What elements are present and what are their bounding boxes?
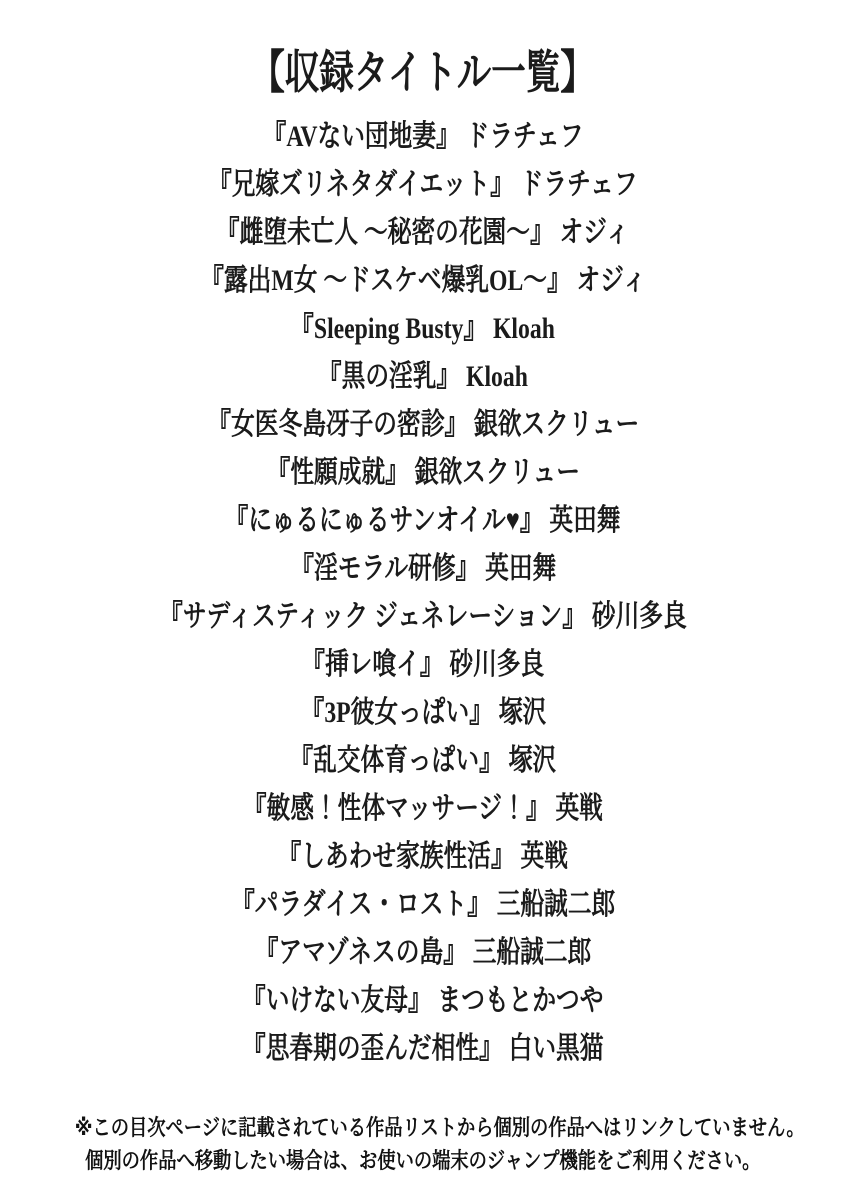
toc-item <box>0 497 846 545</box>
footer-note-text-1: ※この目次ページに記載されている作品リストから個別の作品へはリンクしていません。 <box>74 1115 805 1140</box>
toc-item-text: 『3P彼女っぱい』 塚沢 <box>300 696 546 729</box>
page-title <box>0 0 846 96</box>
toc-item-text: 『挿レ喰イ』 砂川多良 <box>301 648 545 681</box>
toc-item-text: 『アマゾネスの島』 三船誠二郎 <box>254 936 592 969</box>
toc-item <box>0 593 846 641</box>
toc-item <box>0 737 846 785</box>
toc-item <box>0 881 846 929</box>
toc-item-text: 『黒の淫乳』 Kloah <box>317 360 529 393</box>
toc-item <box>0 833 846 881</box>
toc-item-text: 『淫モラル研修』 英田舞 <box>290 552 556 585</box>
footer-note-line-1 <box>0 1111 846 1144</box>
toc-item <box>0 785 846 833</box>
toc-list <box>0 113 846 1073</box>
toc-item-text: 『性願成就』 銀欲スクリュー <box>266 456 580 489</box>
toc-item <box>0 449 846 497</box>
toc-item-text: 『いけない友母』 まつもとかつや <box>242 984 604 1017</box>
toc-item-text: 『サディスティック ジェネレーション』 砂川多良 <box>159 600 687 633</box>
toc-item <box>0 401 846 449</box>
footer-note-text-2: 個別の作品へ移動したい場合は、お使いの端末のジャンプ機能をご利用ください。 <box>85 1148 761 1173</box>
toc-item-text: 『Sleeping Busty』 Kloah <box>290 312 556 345</box>
toc-item-text: 『思春期の歪んだ相性』 白い黒猫 <box>242 1032 604 1065</box>
toc-item-text: 『にゅるにゅるサンオイル♥』 英田舞 <box>225 504 621 537</box>
toc-item <box>0 209 846 257</box>
toc-item-text: 『女医冬島冴子の密診』 銀欲スクリュー <box>207 408 639 441</box>
toc-item-text: 『雌堕未亡人 ～秘密の花園～』 オジィ <box>216 216 630 249</box>
toc-item <box>0 353 846 401</box>
footer-note <box>0 1111 846 1177</box>
toc-item <box>0 545 846 593</box>
toc-item-text: 『パラダイス・ロスト』 三船誠二郎 <box>230 888 616 921</box>
page-title-text: 【収録タイトル一覧】 <box>250 47 596 98</box>
toc-item <box>0 113 846 161</box>
toc-item <box>0 641 846 689</box>
toc-item <box>0 977 846 1025</box>
toc-item-text: 『露出M女 ～ドスケベ爆乳OL～』 オジィ <box>199 264 647 297</box>
toc-item <box>0 1025 846 1073</box>
toc-item <box>0 929 846 977</box>
toc-item-text: 『乱交体育っぱい』 塚沢 <box>289 744 557 777</box>
toc-item-text: 『AVない団地妻』 ドラチェフ <box>262 120 584 153</box>
toc-item-text: 『しあわせ家族性活』 英戦 <box>277 840 569 873</box>
toc-item <box>0 257 846 305</box>
footer-note-line-2 <box>0 1144 846 1177</box>
toc-item-text: 『敏感！性体マッサージ！』 英戦 <box>242 792 603 825</box>
toc-item <box>0 305 846 353</box>
toc-item <box>0 161 846 209</box>
toc-item-text: 『兄嫁ズリネタダイエット』 ドラチェフ <box>208 168 638 201</box>
toc-item <box>0 689 846 737</box>
